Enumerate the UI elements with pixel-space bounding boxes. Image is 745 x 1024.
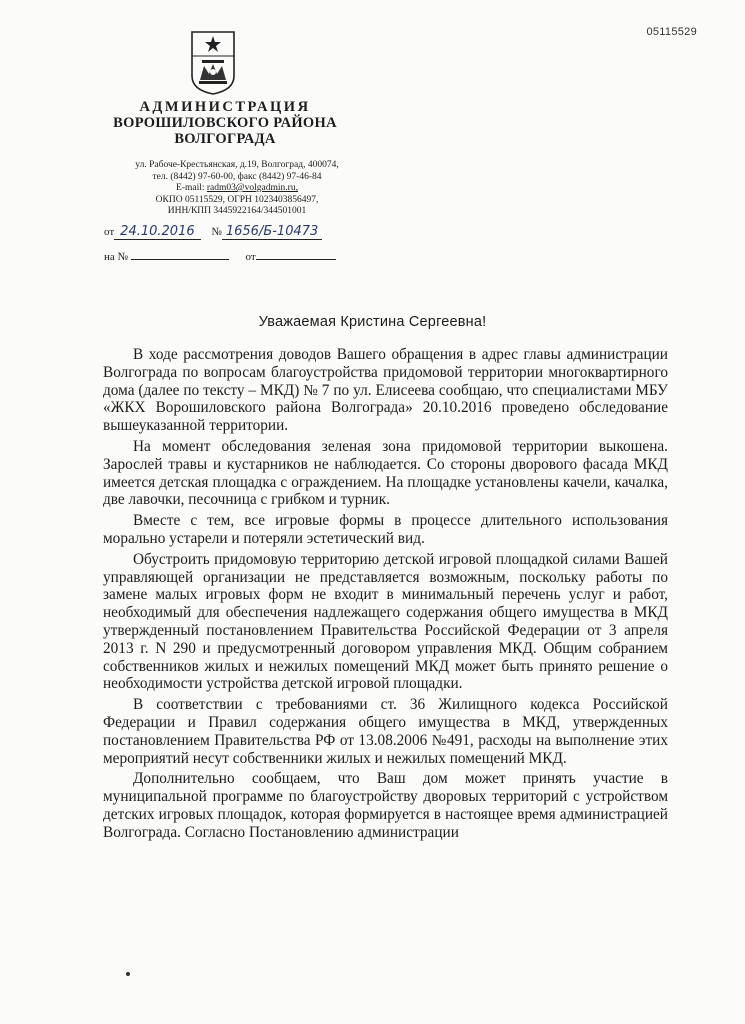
paragraph: Вместе с тем, все игровые формы в процессе длительного использования морально устарели и потеряли эстетический вид.	[103, 512, 668, 547]
reply-line	[104, 248, 336, 263]
number-label: №	[211, 226, 222, 238]
paragraph: В соответствии с требованиями ст. 36 Жилищного кодекса Российской Федерации и Правил содержания общего имущества в МКД, утвержденных постановлением Правительства РФ от 13.08.2006 №491, расходы на выполнение этих мероприятий несут собственники жилых и нежилых помещений МКД.	[103, 696, 668, 767]
registration-line	[104, 224, 322, 239]
registration-date: 24.10.2016	[114, 224, 200, 240]
scan-mark	[126, 972, 130, 976]
paragraph: Дополнительно сообщаем, что Ваш дом может принять участие в муниципальной программе по благоустройству дворовых территорий с устройством детских игровых площадок, которая формируется в настоящее время администрацией Волгограда. Согласно Постановлению администрации	[103, 770, 668, 841]
inn: ИНН/КПП 3445922164/344501001	[167, 206, 307, 216]
paragraph: В ходе рассмотрения доводов Вашего обращения в адрес главы администрации Волгограда по вопросам благоустройства придомовой территории многоквартирного дома (далее по тексту – МКД) № 7 по ул. Елисеева сообщаю, что специалистами МБУ «ЖКХ Ворошиловского района Волгограда» 20.10.2016 проведено обследование вышеуказанной территории.	[103, 346, 668, 435]
document-code: 05115529	[646, 26, 697, 38]
phone: тел. (8442) 97-60-00, факс (8442) 97-46-84	[152, 171, 322, 182]
greeting: Уважаемая Кристина Сергеевна!	[258, 314, 487, 330]
email-label: E-mail:	[176, 183, 207, 193]
email-line	[112, 183, 362, 195]
email-link[interactable]: radm03@volgadmin.ru,	[206, 183, 298, 193]
reply-from-label: от	[245, 251, 256, 263]
registration-number: 1656/Б-10473	[222, 224, 322, 240]
org-line-2: ВОРОШИЛОВСКОГО РАЙОНА	[113, 115, 337, 131]
contact-block	[112, 160, 362, 218]
letter-body	[103, 346, 668, 845]
coat-of-arms-icon	[190, 30, 236, 96]
org-line-3: ВОЛГОГРАДА	[174, 131, 276, 147]
paragraph: Обустроить придомовую территорию детской игровой площадкой силами Вашей управляющей организации не представляется возможным, поскольку работы по замене малых игровых форм не входит в минимальный перечень услуг и работ, необходимый для обеспечения надлежащего содержания общего имущества в МКД утвержденный постановлением Правительства Российской Федерации от 3 апреля 2013 г. N 290 и предусмотренный договором управления МКД. Общим собранием собственников жилых и нежилых помещений МКД может быть принято решение о необходимости устройства детской игровой площадки.	[103, 550, 668, 693]
organization-name	[100, 99, 350, 147]
registration-block	[104, 222, 354, 272]
paragraph: На момент обследования зеленая зона придомовой территории выкошена. Зарослей травы и кустарников не наблюдается. Со стороны дворового фасада МКД имеется детская площадка с ограждением. На площадке установлены качели, качалка, две лавочки, песочница с грибком и турник.	[103, 437, 668, 509]
reply-number-label: на №	[104, 251, 129, 263]
reply-number-blank	[131, 248, 229, 260]
address: ул. Рабоче-Крестьянская, д.19, Волгоград, 400074,	[135, 160, 339, 170]
org-line-1: АДМИНИСТРАЦИЯ	[139, 99, 311, 115]
okpo: ОКПО 05115529, ОГРН 1023403856497,	[155, 194, 319, 205]
reply-date-blank	[256, 248, 336, 260]
from-label: от	[104, 226, 115, 238]
